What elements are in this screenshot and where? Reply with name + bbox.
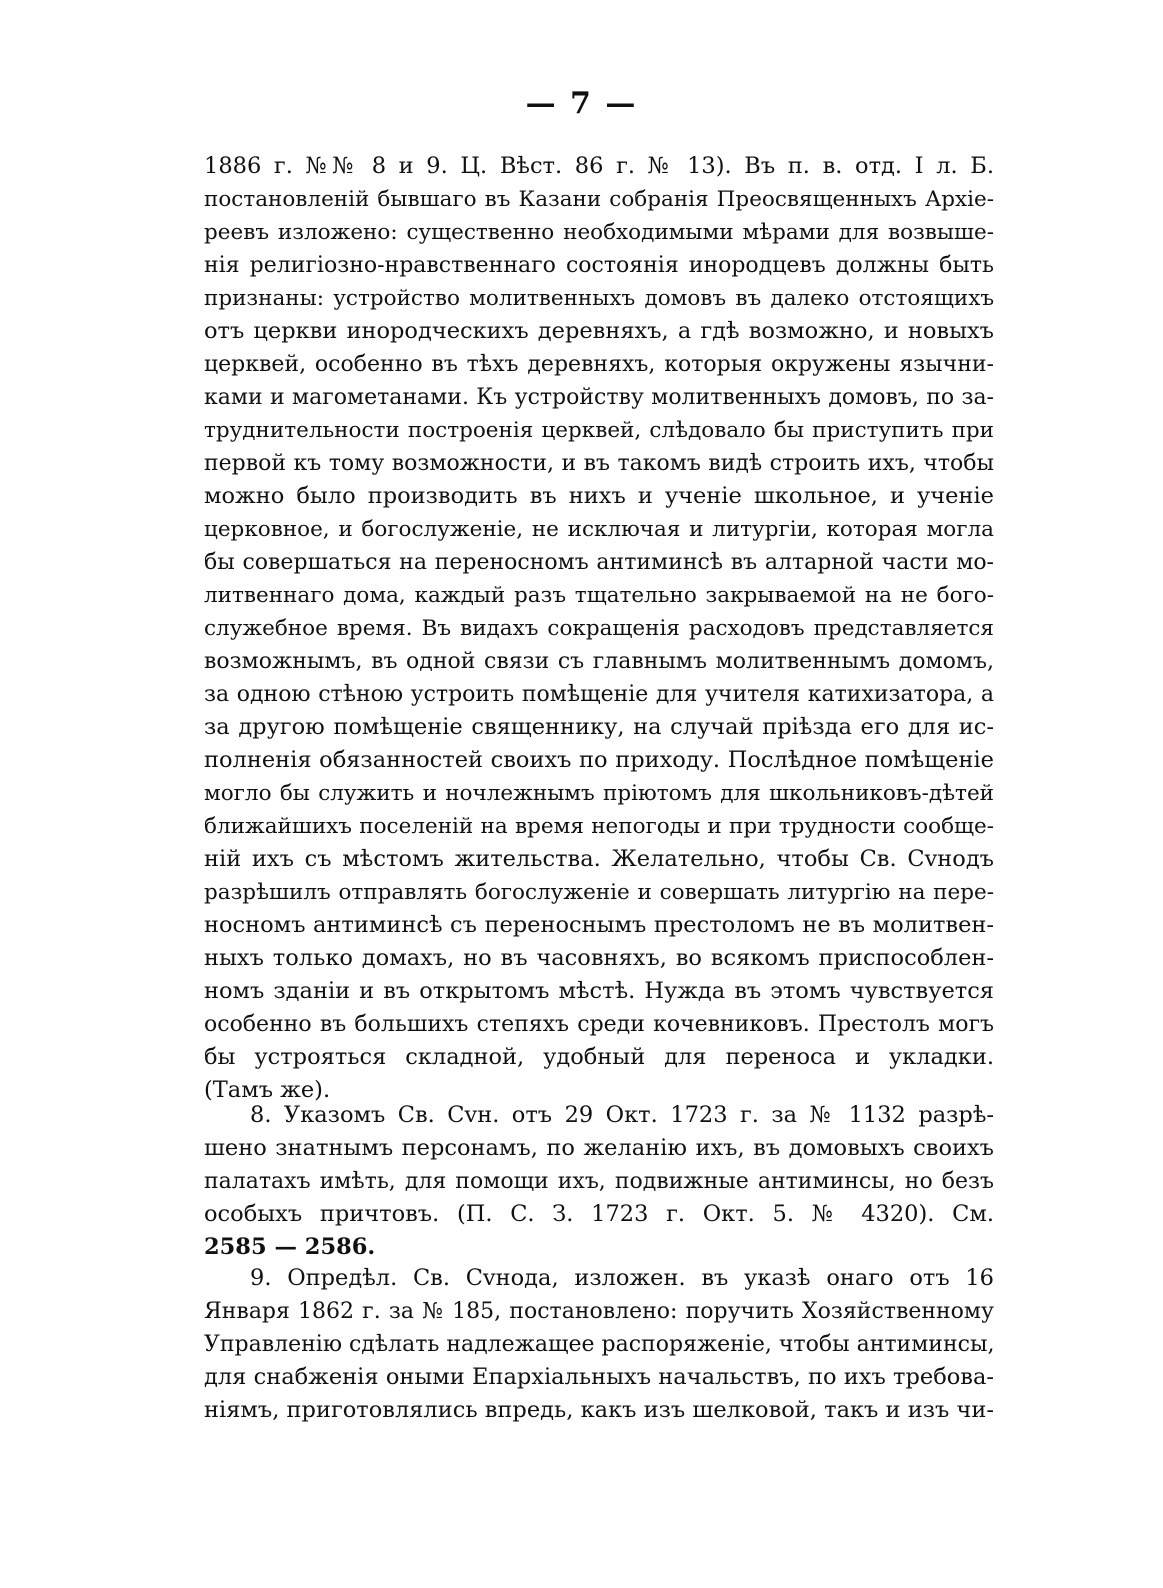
text-line: церковное, и богослуженіе, не исключая и литургіи, которая могла [204,517,994,542]
text-line: возможнымъ, въ одной связи съ главнымъ молитвеннымъ домомъ, [204,649,994,674]
cross-reference: 2585 — 2586. [204,1234,376,1260]
paragraph-continuation [204,150,994,1107]
text-line: Управленію сдѣлать надлежащее распоряженіе, чтобы антиминсы, [204,1332,994,1357]
text-line: номъ зданіи и въ открытомъ мѣстѣ. Нужда въ этомъ чувствуется [204,978,994,1004]
text-line: труднительности построенія церквей, слѣдовало бы приступить при [204,418,994,443]
text-line: 1886 г. №№ 8 и 9. Ц. Вѣст. 86 г. № 13). Въ п. в. отд. I л. Б. [204,153,994,179]
text-line: шено знатнымъ персонамъ, по желанію ихъ, въ домовыхъ своихъ [204,1135,994,1161]
text-line: ками и магометанами. Къ устройству молитвенныхъ домовъ, по за- [204,385,994,410]
paragraph-9 [204,1262,994,1427]
text-line: особенно въ большихъ степяхъ среди кочевниковъ. Престолъ могъ [204,1012,994,1037]
text-line: особыхъ причтовъ. (П. С. З. 1723 г. Окт. 5. № 4320). См. [204,1201,994,1227]
text-line: 9. Опредѣл. Св. Сvнода, изложен. въ указѣ онаго отъ 16 [250,1265,994,1291]
text-line: (Тамъ же). [204,1077,331,1103]
text-line: Января 1862 г. за № 185, постановлено: поручить Хозяйственному [204,1299,994,1324]
text-line: признаны: устройство молитвенныхъ домовъ въ далеко отстоящихъ [204,286,994,311]
text-line: реевъ изложено: существенно необходимыми мѣрами для возвыше- [204,220,994,245]
page-number: — 7 — [525,86,638,121]
text-line: бы совершаться на переносномъ антиминсѣ въ алтарной части мо- [204,550,994,575]
text-line: 8. Указомъ Св. Сvн. отъ 29 Окт. 1723 г. за № 1132 разрѣ- [250,1102,994,1128]
text-line: ближайшихъ поселеній на время непогоды и при трудности сообще- [204,814,994,839]
text-line: литвеннаго дома, каждый разъ тщательно закрываемой на не богo- [204,583,994,608]
text-line: можно было производить въ нихъ и ученіе школьное, и ученіе [204,483,994,509]
text-line: церквей, особенно въ тѣхъ деревняхъ, которыя окружены язычни- [204,352,994,377]
text-line: за одною стѣною устроить помѣщеніе для учителя катихизатора, а [204,682,994,707]
text-line: могло бы служить и ночлежнымъ пріютомъ для школьниковъ-дѣтей [204,781,994,806]
paragraph-8 [204,1099,994,1264]
text-line: отъ церкви инородческихъ деревняхъ, а гдѣ возможно, и новыхъ [204,318,994,344]
text-line: постановленій бывшаго въ Казани собранія Преосвященныхъ Архіе- [204,187,994,212]
text-line: ніямъ, приготовлялись впредь, какъ изъ шелковой, такъ и изъ чи- [204,1397,994,1423]
text-line: нія религіозно-нравственнаго состоянія инородцевъ должны быть [204,253,994,278]
text-line: палатахъ имѣть, для помощи ихъ, подвижные антиминсы, но безъ [204,1169,994,1194]
text-line: ныхъ только домахъ, но въ часовняхъ, во всякомъ приспособлен- [204,945,994,971]
text-line: ній ихъ съ мѣстомъ жительства. Желательно, чтобы Св. Сvнодъ [204,846,994,872]
text-line: служебное время. Въ видахъ сокращенія расходовъ представляется [204,616,994,641]
text-line: бы устрояться складной, удобный для переноса и укладки. [204,1044,994,1070]
text-line: носномъ антиминсѣ съ переноснымъ престоломъ не въ молитвен- [204,912,994,938]
text-line: разрѣшилъ отправлять богослуженіе и совершать литургію на пере- [204,880,994,905]
text-line: первой къ тому возможности, и въ такомъ видѣ строить ихъ, чтобы [204,451,994,476]
text-line: полненія обязанностей своихъ по приходу. Послѣдное помѣщеніе [204,747,994,773]
text-line: за другою помѣщеніе священнику, на случай пріѣзда его для ис- [204,714,994,740]
text-line: для снабженія оными Епархіальныхъ начальствъ, по ихъ требова- [204,1364,994,1390]
